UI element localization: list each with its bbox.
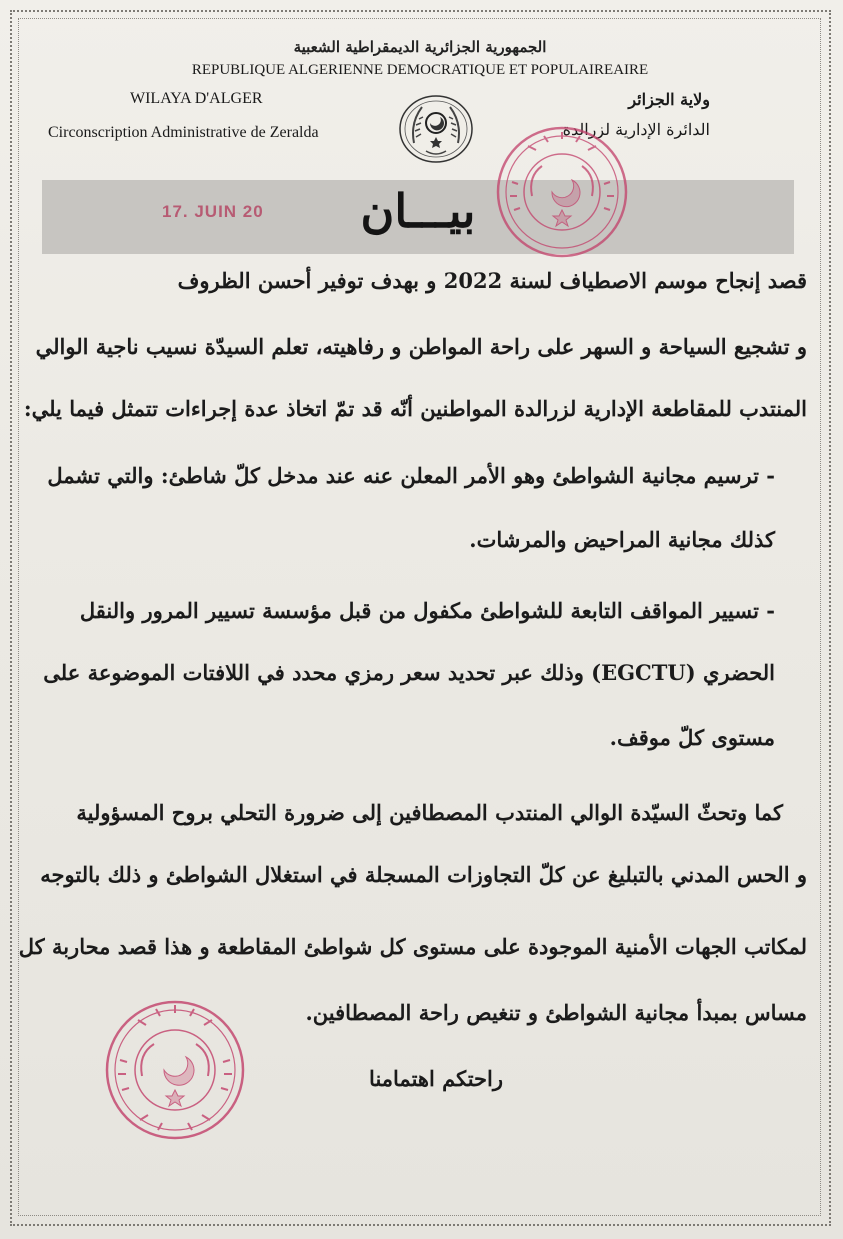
circonscription-french: Circonscription Administrative de Zeralda	[48, 124, 319, 141]
body-line: لمكاتب الجهات الأمنية الموجودة على مستوى كل شواطئ المقاطعة و هذا قصد محاربة كل	[18, 934, 807, 959]
official-seal-top-icon	[492, 122, 632, 262]
wilaya-french: WILAYA D'ALGER	[130, 90, 263, 107]
republic-title-french: REPUBLIQUE ALGERIENNE DEMOCRATIQUE ET POPULAIREAIRE	[191, 62, 649, 78]
official-seal-bottom-icon	[100, 996, 250, 1144]
wilaya-arabic: ولاية الجزائر	[628, 90, 710, 109]
body-line: و تشجيع السياحة و السهر على راحة المواطن و رفاهيته، تعلم السيدّة نسيب ناجية الوالي	[35, 334, 807, 359]
date-stamp: 17. JUIN 20	[162, 202, 264, 221]
body-line: كذلك مجانية المراحيض والمرشات.	[469, 527, 775, 552]
body-line: الحضري (EGCTU) وذلك عبر تحديد سعر رمزي محدد في اللافتات الموضوعة على	[43, 660, 775, 685]
national-emblem-icon	[396, 93, 476, 165]
bullet-line: - تسيير المواقف التابعة للشواطئ مكفول من قبل مؤسسة تسيير المرور والنقل	[79, 598, 775, 623]
closing-line: راحتكم اهتمامنا	[369, 1066, 503, 1091]
republic-title-arabic: الجمهورية الجزائرية الديمقراطية الشعبية	[293, 38, 547, 56]
body-line: المنتدب للمقاطعة الإدارية لزرالدة المواطنين أنّه قد تمّ اتخاذ عدة إجراءات تتمثل فيما يلي:	[23, 396, 807, 421]
body-line: مستوى كلّ موقف.	[609, 725, 775, 750]
body-line: و الحس المدني بالتبليغ عن كلّ التجاوزات المسجلة في استغلال الشواطئ و ذلك بالتوجه	[40, 862, 807, 887]
body-line: كما وتحثّ السيّدة الوالي المنتدب المصطافين إلى ضرورة التحلي بروح المسؤولية	[76, 800, 783, 825]
bullet-line: - ترسيم مجانية الشواطئ وهو الأمر المعلن عنه عند مدخل كلّ شاطئ: والتي تشمل	[47, 463, 775, 488]
body-line: قصد إنجاح موسم الاصطياف لسنة 2022 و بهدف توفير أحسن الظروف	[177, 268, 807, 293]
daira-arabic: الدائرة الإدارية لزرالدة	[562, 120, 710, 139]
body-line: مساس بمبدأ مجانية الشواطئ و تنغيص راحة المصطافين.	[305, 1000, 807, 1025]
document-title: بيـــان	[360, 184, 476, 238]
title-band	[42, 180, 794, 254]
